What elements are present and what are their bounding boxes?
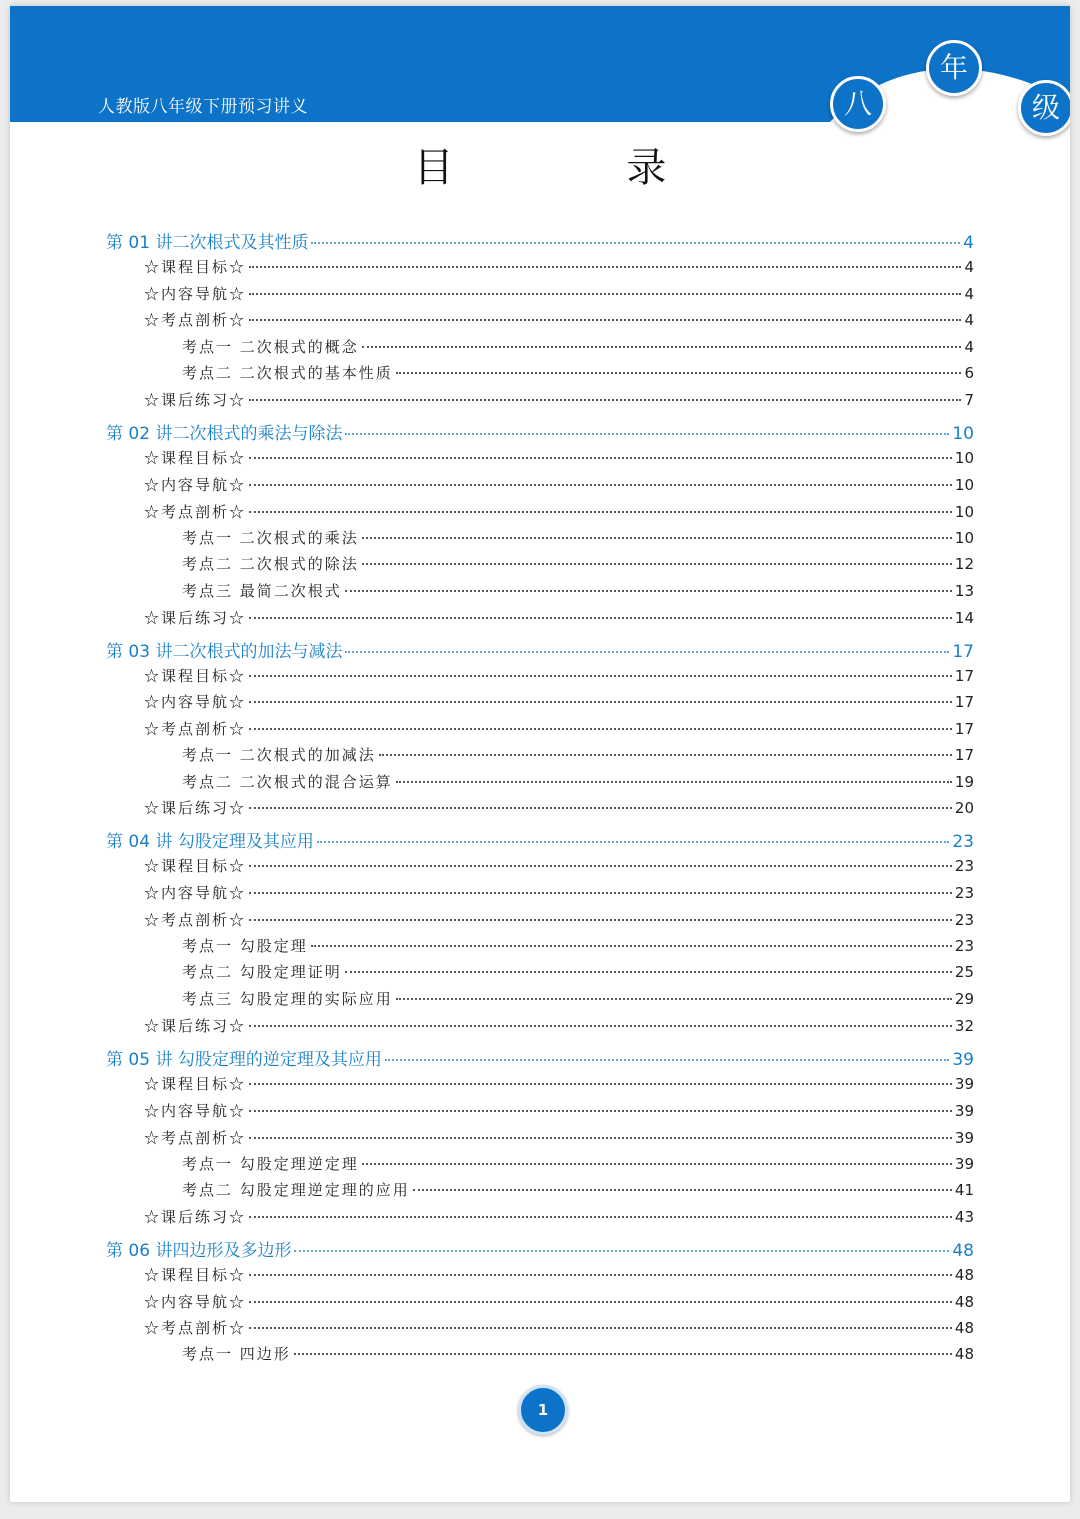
toc-entry-section[interactable]: [144, 283, 974, 304]
toc-leader-dots: [249, 319, 961, 321]
toc-entry-page: 17: [952, 642, 974, 662]
toc-leader-dots: [249, 1216, 952, 1218]
toc-entry-page: 17: [954, 693, 974, 711]
toc-entry-page: 17: [954, 667, 974, 685]
toc-entry-label: 考点一 二次根式的加减法: [182, 746, 376, 764]
toc-entry-section[interactable]: [144, 256, 974, 277]
toc-entry-point[interactable]: [182, 961, 974, 982]
toc-entry-label: ☆内容导航☆: [144, 693, 247, 711]
toc-entry-section[interactable]: [144, 1015, 974, 1036]
toc-leader-dots: [249, 1301, 952, 1303]
toc-leader-dots: [249, 266, 961, 268]
toc-entry-page: 4: [964, 285, 974, 303]
toc-entry-label: ☆课程目标☆: [144, 667, 247, 685]
toc-entry-page: 41: [954, 1181, 974, 1199]
toc-leader-dots: [249, 1110, 952, 1112]
toc-entry-page: 48: [954, 1345, 974, 1363]
toc-entry-label: 第 04 讲 勾股定理及其应用: [106, 832, 314, 852]
toc-entry-page: 17: [954, 746, 974, 764]
toc-leader-dots: [345, 971, 952, 973]
toc-entry-section[interactable]: [144, 1100, 974, 1121]
toc-entry-label: ☆课后练习☆: [144, 799, 247, 817]
toc-leader-dots: [249, 1274, 952, 1276]
toc-entry-label: 考点二 二次根式的除法: [182, 555, 359, 573]
toc-entry-label: 考点二 二次根式的基本性质: [182, 364, 393, 382]
grade-char-nian: 年: [926, 40, 982, 96]
toc-leader-dots: [294, 1353, 952, 1355]
toc-entry-section[interactable]: [144, 909, 974, 930]
toc-entry-page: 23: [954, 911, 974, 929]
toc-entry-point[interactable]: [182, 553, 974, 574]
toc-entry-page: 39: [952, 1050, 974, 1070]
toc-leader-dots: [249, 675, 952, 677]
toc-entry-label: ☆课程目标☆: [144, 258, 247, 276]
toc-entry-label: 第 01 讲二次根式及其性质: [106, 233, 309, 253]
toc-leader-dots: [385, 1059, 950, 1061]
toc-entry-page: 17: [954, 720, 974, 738]
toc-leader-dots: [362, 537, 952, 539]
toc-entry-page: 48: [954, 1319, 974, 1337]
document-page: [10, 6, 1070, 1502]
toc-leader-dots: [345, 590, 952, 592]
toc-entry-section[interactable]: [144, 1291, 974, 1312]
toc-entry-page: 48: [952, 1241, 974, 1261]
toc-entry-point[interactable]: [182, 1179, 974, 1200]
toc-entry-label: 第 02 讲二次根式的乘法与除法: [106, 424, 343, 444]
toc-entry-label: ☆课后练习☆: [144, 1208, 247, 1226]
toc-entry-label: ☆课后练习☆: [144, 391, 247, 409]
toc-leader-dots: [379, 754, 952, 756]
toc-entry-section[interactable]: [144, 1127, 974, 1148]
toc-leader-dots: [249, 728, 952, 730]
toc-entry-label: ☆考点剖析☆: [144, 503, 247, 521]
toc-entry-chapter[interactable]: [106, 419, 974, 444]
toc-entry-label: ☆课程目标☆: [144, 1266, 247, 1284]
toc-entry-page: 43: [954, 1208, 974, 1226]
toc-entry-label: ☆内容导航☆: [144, 1293, 247, 1311]
toc-leader-dots: [249, 807, 952, 809]
toc-leader-dots: [249, 1083, 952, 1085]
toc-entry-page: 10: [954, 529, 974, 547]
toc-entry-label: ☆课程目标☆: [144, 1075, 247, 1093]
toc-entry-label: ☆考点剖析☆: [144, 1319, 247, 1337]
toc-entry-point[interactable]: [182, 771, 974, 792]
toc-entry-label: 考点二 勾股定理证明: [182, 963, 342, 981]
toc-title: 目 录: [413, 145, 747, 191]
toc-entry-point[interactable]: [182, 580, 974, 601]
toc-entry-page: 4: [963, 233, 974, 253]
toc-entry-page: 4: [964, 338, 974, 356]
toc-entry-label: ☆内容导航☆: [144, 285, 247, 303]
toc-leader-dots: [249, 892, 952, 894]
toc-entry-label: 考点二 勾股定理逆定理的应用: [182, 1181, 410, 1199]
toc-entry-section[interactable]: [144, 501, 974, 522]
toc-entry-section[interactable]: [144, 1317, 974, 1338]
toc-entry-point[interactable]: [182, 1343, 974, 1364]
toc-entry-page: 7: [964, 391, 974, 409]
toc-entry-section[interactable]: [144, 691, 974, 712]
toc-entry-section[interactable]: [144, 718, 974, 739]
toc-leader-dots: [249, 484, 952, 486]
toc-entry-page: 13: [954, 582, 974, 600]
toc-entry-page: 10: [954, 476, 974, 494]
toc-entry-page: 20: [954, 799, 974, 817]
toc-entry-point[interactable]: [182, 744, 974, 765]
toc-leader-dots: [249, 617, 952, 619]
table-of-contents: [10, 6, 1070, 1502]
toc-leader-dots: [249, 293, 961, 295]
toc-entry-section[interactable]: [144, 855, 974, 876]
toc-entry-label: ☆考点剖析☆: [144, 911, 247, 929]
toc-leader-dots: [249, 919, 952, 921]
toc-leader-dots: [362, 346, 962, 348]
toc-leader-dots: [249, 1327, 952, 1329]
toc-entry-section[interactable]: [144, 389, 974, 410]
toc-entry-page: 23: [952, 832, 974, 852]
toc-entry-label: 考点三 最简二次根式: [182, 582, 342, 600]
toc-entry-page: 39: [954, 1075, 974, 1093]
toc-entry-page: 48: [954, 1293, 974, 1311]
grade-char-ji: 级: [1018, 80, 1070, 136]
toc-entry-page: 10: [952, 424, 974, 444]
toc-entry-label: ☆考点剖析☆: [144, 720, 247, 738]
toc-entry-section[interactable]: [144, 447, 974, 468]
toc-entry-page: 23: [954, 857, 974, 875]
toc-entry-page: 39: [954, 1155, 974, 1173]
toc-entry-label: 考点一 勾股定理逆定理: [182, 1155, 359, 1173]
toc-entry-label: ☆课后练习☆: [144, 609, 247, 627]
toc-leader-dots: [249, 457, 952, 459]
toc-entry-label: ☆课后练习☆: [144, 1017, 247, 1035]
toc-leader-dots: [294, 1250, 949, 1252]
toc-entry-chapter[interactable]: [106, 827, 974, 852]
toc-entry-page: 4: [964, 311, 974, 329]
toc-leader-dots: [413, 1189, 952, 1191]
toc-entry-section[interactable]: [144, 665, 974, 686]
toc-entry-page: 12: [954, 555, 974, 573]
toc-entry-page: 32: [954, 1017, 974, 1035]
toc-entry-label: 考点一 四边形: [182, 1345, 291, 1363]
toc-entry-label: 第 03 讲二次根式的加法与减法: [106, 642, 343, 662]
toc-entry-label: ☆课程目标☆: [144, 857, 247, 875]
toc-leader-dots: [249, 1025, 952, 1027]
toc-entry-page: 10: [954, 503, 974, 521]
page-number-badge: 1: [518, 1385, 568, 1435]
toc-leader-dots: [345, 433, 949, 435]
toc-entry-label: 第 05 讲 勾股定理的逆定理及其应用: [106, 1050, 382, 1070]
toc-entry-label: ☆考点剖析☆: [144, 1129, 247, 1147]
toc-entry-page: 14: [954, 609, 974, 627]
toc-entry-page: 23: [954, 884, 974, 902]
toc-leader-dots: [396, 998, 952, 1000]
toc-entry-label: 考点一 二次根式的乘法: [182, 529, 359, 547]
toc-leader-dots: [249, 399, 961, 401]
toc-entry-section[interactable]: [144, 474, 974, 495]
toc-leader-dots: [311, 945, 952, 947]
toc-entry-label: ☆内容导航☆: [144, 476, 247, 494]
toc-entry-chapter[interactable]: [106, 1045, 974, 1070]
toc-leader-dots: [249, 701, 952, 703]
toc-leader-dots: [362, 1163, 952, 1165]
toc-entry-point[interactable]: [182, 336, 974, 357]
toc-leader-dots: [396, 781, 952, 783]
toc-leader-dots: [249, 511, 952, 513]
toc-entry-section[interactable]: [144, 1264, 974, 1285]
toc-entry-section[interactable]: [144, 607, 974, 628]
toc-leader-dots: [249, 865, 952, 867]
toc-entry-label: ☆内容导航☆: [144, 1102, 247, 1120]
toc-entry-point[interactable]: [182, 1153, 974, 1174]
toc-leader-dots: [345, 651, 949, 653]
toc-entry-label: 考点二 二次根式的混合运算: [182, 773, 393, 791]
toc-entry-page: 39: [954, 1102, 974, 1120]
toc-entry-page: 48: [954, 1266, 974, 1284]
toc-entry-chapter[interactable]: [106, 637, 974, 662]
toc-entry-section[interactable]: [144, 882, 974, 903]
toc-entry-label: 考点三 勾股定理的实际应用: [182, 990, 393, 1008]
toc-leader-dots: [249, 1137, 952, 1139]
toc-entry-point[interactable]: [182, 935, 974, 956]
header-title: 人教版八年级下册预习讲义: [98, 97, 308, 117]
toc-entry-page: 23: [954, 937, 974, 955]
toc-entry-label: ☆内容导航☆: [144, 884, 247, 902]
toc-entry-section[interactable]: [144, 309, 974, 330]
toc-entry-page: 29: [954, 990, 974, 1008]
toc-entry-label: ☆课程目标☆: [144, 449, 247, 467]
toc-entry-point[interactable]: [182, 362, 974, 383]
toc-entry-section[interactable]: [144, 1073, 974, 1094]
toc-entry-page: 4: [964, 258, 974, 276]
toc-leader-dots: [317, 841, 950, 843]
toc-entry-label: 第 06 讲四边形及多边形: [106, 1241, 292, 1261]
toc-entry-page: 25: [954, 963, 974, 981]
toc-entry-chapter[interactable]: [106, 228, 974, 253]
toc-entry-chapter[interactable]: [106, 1236, 974, 1261]
toc-entry-page: 6: [964, 364, 974, 382]
toc-entry-page: 19: [954, 773, 974, 791]
toc-entry-section[interactable]: [144, 797, 974, 818]
toc-entry-page: 39: [954, 1129, 974, 1147]
toc-entry-label: 考点一 勾股定理: [182, 937, 308, 955]
toc-entry-label: 考点一 二次根式的概念: [182, 338, 359, 356]
toc-entry-section[interactable]: [144, 1206, 974, 1227]
toc-leader-dots: [362, 563, 952, 565]
toc-entry-label: ☆考点剖析☆: [144, 311, 247, 329]
toc-entry-point[interactable]: [182, 988, 974, 1009]
toc-entry-point[interactable]: [182, 527, 974, 548]
grade-char-ba: 八: [830, 76, 886, 132]
toc-leader-dots: [311, 242, 960, 244]
toc-entry-page: 10: [954, 449, 974, 467]
toc-leader-dots: [396, 372, 962, 374]
